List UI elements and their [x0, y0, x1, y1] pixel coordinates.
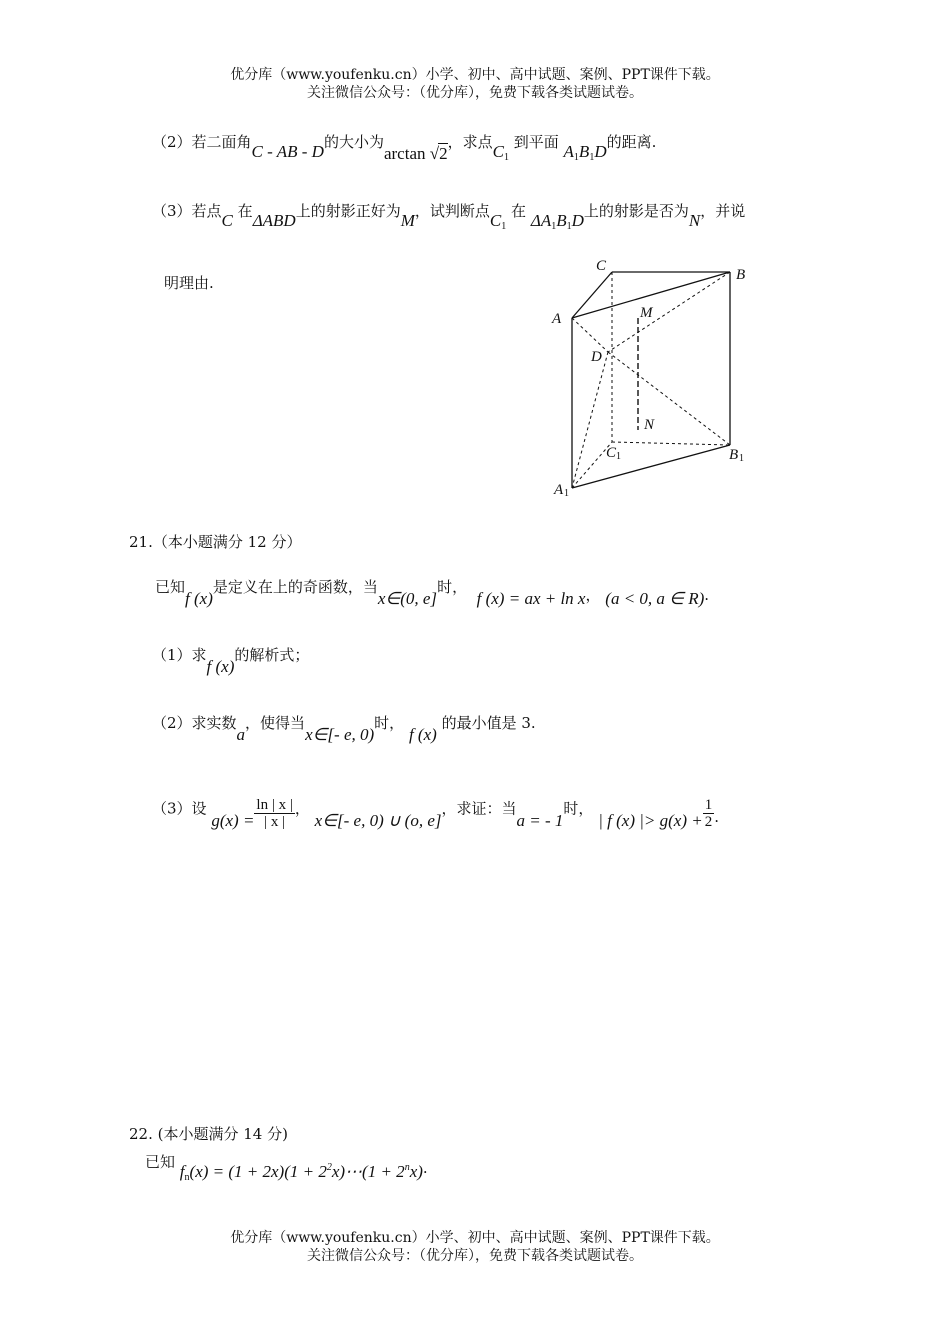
q20-part2: （2）若二面角C - AB - D的大小为arctan √2，求点$C_1$ 到平面 $A_1B_1D$的距离.: [152, 133, 657, 163]
edge-A1B1: [572, 445, 730, 488]
label-D: D: [591, 349, 602, 365]
q21-part3: （3）设 g(x) = $\frac{\ln | x |}{| x |}$ ， x∈[- e, 0) ∪ (o, e]，求证：当a = - 1时， | f (x) |> g(x) + $\frac{1}{2}$ .: [152, 797, 719, 830]
label-A: A: [552, 311, 562, 327]
header-line-1: 优分库（www.youfenku.cn）小学、初中、高中试题、案例、PPT课件下载。: [230, 67, 720, 83]
label-B1-sub: 1: [739, 453, 744, 464]
header-line-2: 关注微信公众号：（优分库），免费下载各类试题试卷。: [307, 85, 643, 101]
edge-BD: [608, 272, 730, 352]
q22-statement: 已知 $f_n(x) = (1 + 2x)(1$ + $2^2x)\cdots(1 + 2^nx)$.: [145, 1153, 428, 1183]
label-A1: A: [554, 482, 564, 498]
q21-intro: 已知f (x)是定义在上的奇函数，当x∈(0, e]时， f (x) = ax + ln x， (a < 0, a ∈ R).: [155, 578, 710, 608]
q20-part3: （3）若点C 在ΔABD上的射影正好为M，试判断点$C_1$ 在 $\Delta A_1B_1D$上的射影是否为N，并说: [152, 202, 746, 232]
fraction-one-half: $\frac{1}{2}$: [704, 797, 713, 830]
label-B: B: [736, 267, 746, 283]
edge-C1B1: [612, 442, 730, 445]
label-C: C: [596, 258, 607, 274]
edge-AC: [572, 272, 612, 318]
q20-part3-continued: 明理由.: [164, 274, 214, 292]
label-B1: B: [729, 447, 739, 463]
label-A1-sub: 1: [564, 488, 569, 499]
fraction-ln-x-over-x: $\frac{\ln | x |}{| x |}$: [256, 797, 293, 830]
label-M: M: [640, 305, 653, 321]
q21-part2: （2）求实数a，使得当x∈[- e, 0)时， f (x) 的最小值是 3.: [152, 714, 536, 744]
edge-DB1: [608, 352, 730, 445]
prism-figure: [540, 250, 770, 510]
q22-title: 22. (本小题满分 14 分): [129, 1125, 288, 1143]
edge-AD: [572, 318, 608, 352]
q21-title: 21.（本小题满分 12 分）: [129, 533, 302, 551]
edge-DA1: [572, 352, 608, 488]
label-C1: C: [606, 445, 617, 461]
label-N: N: [644, 417, 655, 433]
q21-part1: （1）求f (x)的解析式；: [152, 646, 310, 676]
footer-line-2: 关注微信公众号：（优分库），免费下载各类试题试卷。: [307, 1248, 643, 1264]
label-C1-sub: 1: [616, 451, 621, 462]
footer-line-1: 优分库（www.youfenku.cn）小学、初中、高中试题、案例、PPT课件下载。: [230, 1230, 720, 1246]
